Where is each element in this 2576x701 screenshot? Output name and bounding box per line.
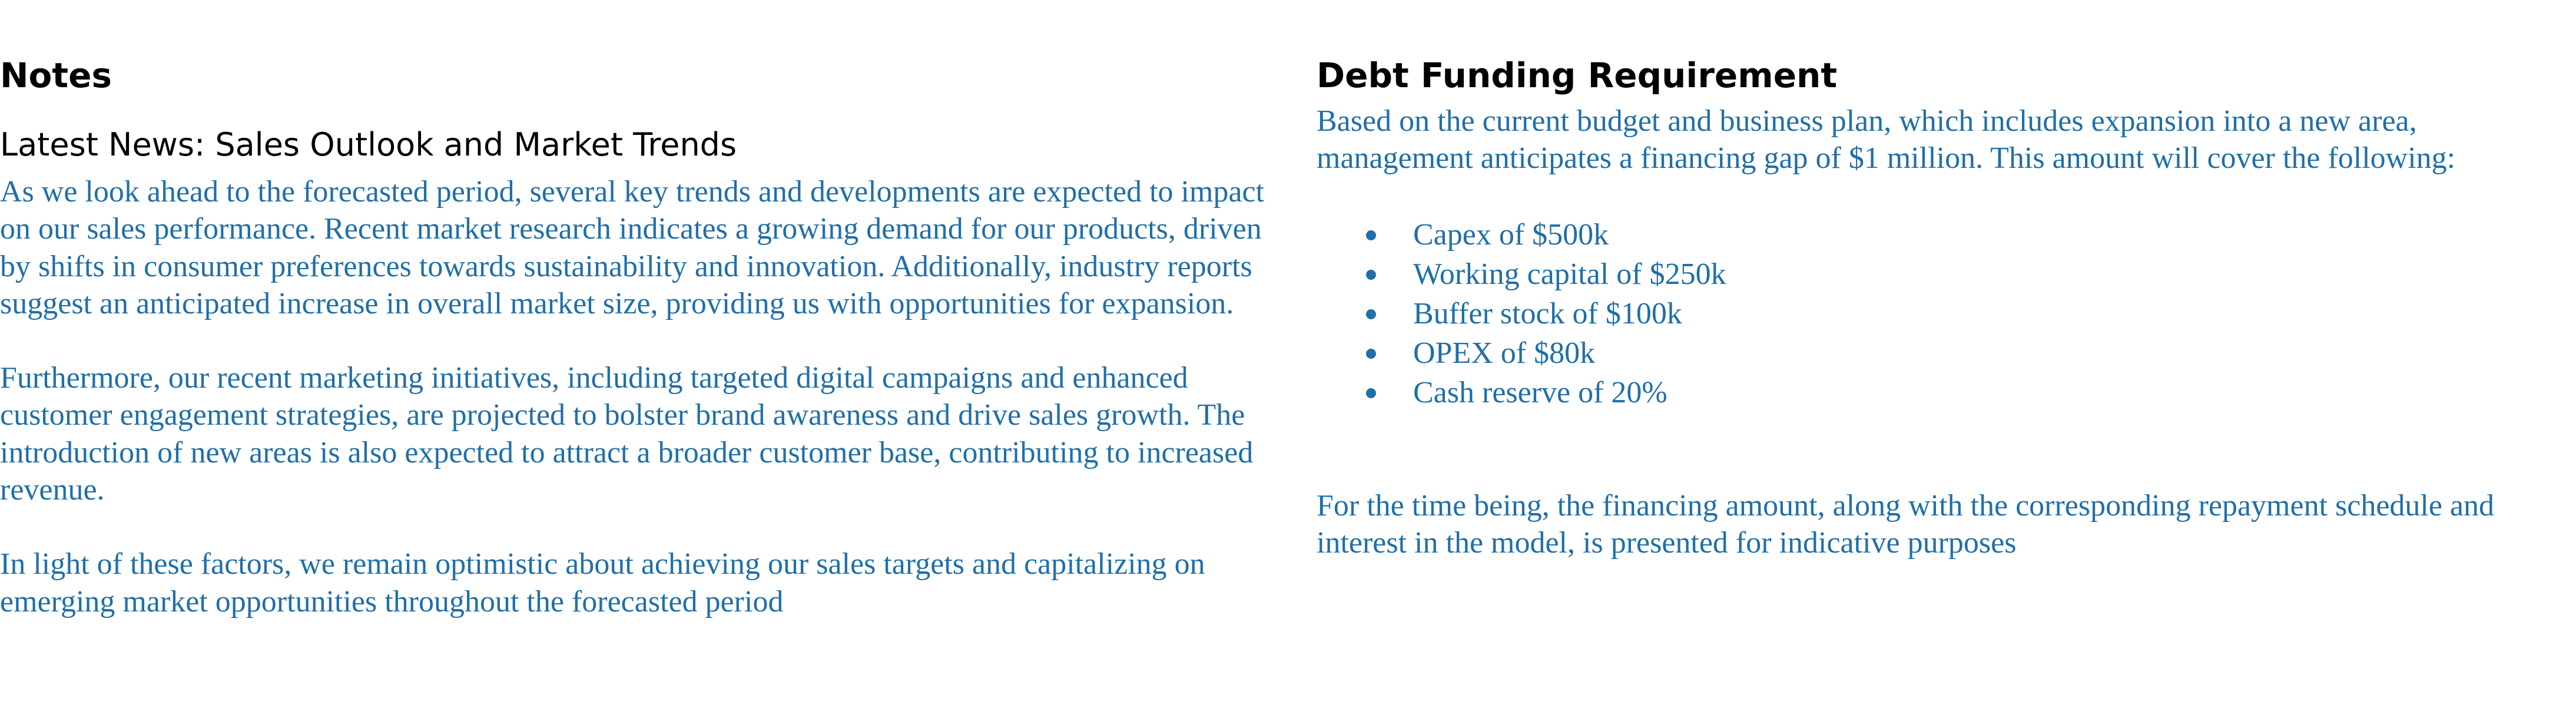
list-item-text: Capex of $500k: [1413, 217, 1609, 252]
debt-funding-intro: Based on the current budget and business plan, which includes expansion into a new area, management anticipates a financing gap of $1 million. This amount will cover the following:: [1317, 104, 2456, 176]
notes-paragraph-3: In light of these factors, we remain optimistic about achieving our sales targets and capitalizing on emerging market opportunities throughout the forecasted period: [0, 547, 1205, 619]
bullet-icon: [1366, 309, 1376, 319]
notes-paragraph-1: As we look ahead to the forecasted period, several key trends and developments are expected to impact on our sales performance. Recent market research indicates a growing demand for our products, driven by shifts in consumer preferences towards sustainability and innovation. Additionally, industry reports suggest an anticipated increase in overall market size, providing us with opportunities for expansion.: [0, 175, 1265, 320]
notes-paragraph-2: Furthermore, our recent marketing initiatives, including targeted digital campaigns and enhanced customer engagement strategies, are projected to bolster brand awareness and drive sales growth. The introduction of new areas is also expected to attract a broader customer base, contributing to increased revenue.: [0, 361, 1254, 507]
list-item-text: OPEX of $80k: [1413, 336, 1596, 370]
list-item: [1317, 254, 2576, 294]
bullet-icon: [1366, 349, 1376, 359]
news-subheading: Latest News: Sales Outlook and Market Trends: [0, 126, 737, 163]
notes-heading: Notes: [0, 55, 112, 95]
list-item-text: Cash reserve of 20%: [1413, 375, 1667, 409]
debt-funding-heading: Debt Funding Requirement: [1317, 55, 1838, 95]
list-item-text: Buffer stock of $100k: [1413, 296, 1682, 330]
debt-funding-section: [1317, 52, 2576, 561]
bullet-icon: [1366, 270, 1376, 280]
list-item: [1317, 215, 2576, 254]
list-item: [1317, 333, 2576, 373]
notes-section: [0, 52, 1272, 620]
list-item: [1317, 373, 2576, 412]
bullet-icon: [1366, 230, 1376, 240]
list-item: [1317, 294, 2576, 333]
debt-funding-closing: For the time being, the financing amount, along with the corresponding repayment schedule and interest in the model, is presented for indicative purposes: [1317, 488, 2495, 560]
funding-uses-list: [1317, 215, 2576, 412]
list-item-text: Working capital of $250k: [1413, 257, 1726, 291]
bullet-icon: [1366, 388, 1376, 398]
